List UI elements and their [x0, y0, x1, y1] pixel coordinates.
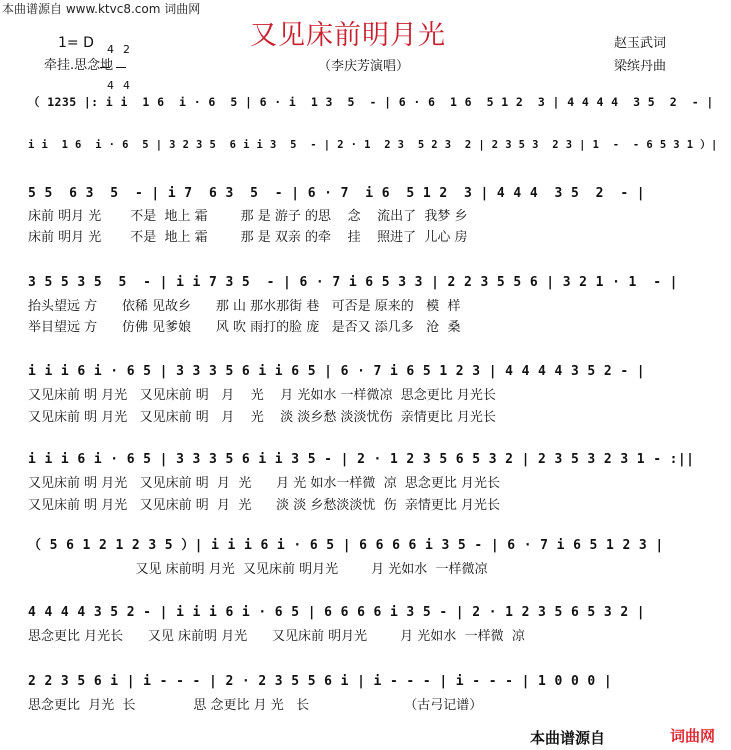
notation-line: i i 1 6 i · 6 5 | 3 2 3 5 6 i i 3 5 - | 2 · 1 2 3 5 2 3 2 | 2 3 5 3 2 3 | 1 - - 6 5 3 1 ）| [28, 139, 718, 151]
notation-line: i i i 6 i · 6 5 | 3 3 3 5 6 i i 3 5 - | 2 · 1 2 3 5 6 5 3 2 | 2 3 5 3 2 3 1 - :|| [28, 452, 695, 467]
lyric-line: 床前 明月 光 不是 地上 霜 那 是 游子 的思 念 流出了 我梦 乡 [28, 209, 468, 224]
meter-denominator: 4 [123, 79, 130, 92]
watermark-bottom: 本曲谱源自 [530, 729, 606, 747]
lyric-line: 又见床前 明 月光 又见床前 明 月 光 月 光如水 一样微凉 思念更比 月光长 [28, 388, 496, 403]
site-logo: 词曲网 [670, 727, 716, 745]
lyric-line: 思念更比 月光长 又见 床前明 月光 又见床前 明月光 月 光如水 一样微 凉 [28, 629, 525, 644]
performer: （李庆芳演唱） [318, 59, 410, 74]
lyric-line: 床前 明月 光 不是 地上 霜 那 是 双亲 的牵 挂 照进了 儿心 房 [28, 230, 468, 245]
key-signature: 1= D [58, 35, 94, 51]
notation-line: （ 5 6 1 2 1 2 3 5 ）| i i i 6 i · 6 5 | 6 6 6 6 i 3 5 - | 6 · 7 i 6 5 1 2 3 | [28, 538, 664, 553]
notation-line: i i i 6 i · 6 5 | 3 3 3 5 6 i i 6 5 | 6 · 7 i 6 5 1 2 3 | 4 4 4 4 3 5 2 - | [28, 364, 645, 379]
song-title: 又见床前明月光 [250, 20, 446, 51]
expression-note: 牵挂.思念地 [44, 58, 114, 73]
time-signature-2 [116, 33, 130, 92]
notation-line: 5 5 6 3 5 - | i 7 6 3 5 - | 6 · 7 i 6 5 1 2 3 | 4 4 4 3 5 2 - | [28, 186, 645, 201]
meter-denominator: 4 [107, 79, 114, 92]
notation-line: 3 5 5 3 5 5 - | i i 7 3 5 - | 6 · 7 i 6 5 3 3 | 2 2 3 5 5 6 | 3 2 1 · 1 - | [28, 275, 678, 290]
lyric-line: 思念更比 月光 长 思 念更比 月 光 长 （古弓记谱） [28, 698, 483, 713]
lyric-line: 又见床前 明 月光 又见床前 明 月 光 月 光 如水一样微 凉 思念更比 月光长 [28, 476, 501, 491]
meter-numerator: 2 [123, 43, 130, 56]
lyric-line: 又见床前 明 月光 又见床前 明 月 光 淡 淡乡愁 淡淡忧伤 亲情更比 月光长 [28, 410, 496, 425]
lyric-line: 又见 床前明 月光 又见床前 明月光 月 光如水 一样微凉 [28, 562, 488, 577]
notation-line: 2 2 3 5 6 i | i - - - | 2 · 2 3 5 5 6 i | i - - - | i - - - | 1 0 0 0 | [28, 674, 613, 689]
notation-line: （ 1235 |: i i 1 6 i · 6 5 | 6 · i 1 3 5 - | 6 · 6 1 6 5 1 2 3 | 4 4 4 4 3 5 2 - | [28, 95, 714, 109]
composer: 梁缤丹曲 [614, 59, 667, 74]
lyricist: 赵玉武词 [614, 36, 667, 51]
watermark-top: 本曲谱源自 www.ktvc8.com 词曲网 [2, 2, 201, 16]
lyric-line: 抬头望远 方 依稀 见故乡 那 山 那水那街 巷 可否是 原来的 模 样 [28, 299, 461, 314]
meter-line [116, 67, 126, 68]
lyric-line: 举目望远 方 仿佛 见爹娘 风 吹 雨打的脸 庞 是否又 添几多 沧 桑 [28, 320, 461, 335]
meter-numerator: 4 [107, 43, 114, 56]
notation-line: 4 4 4 4 3 5 2 - | i i i 6 i · 6 5 | 6 6 6 6 i 3 5 - | 2 · 1 2 3 5 6 5 3 2 | [28, 605, 645, 620]
lyric-line: 又见床前 明 月光 又见床前 明 月 光 淡 淡 乡愁淡淡忧 伤 亲情更比 月光长 [28, 498, 501, 513]
